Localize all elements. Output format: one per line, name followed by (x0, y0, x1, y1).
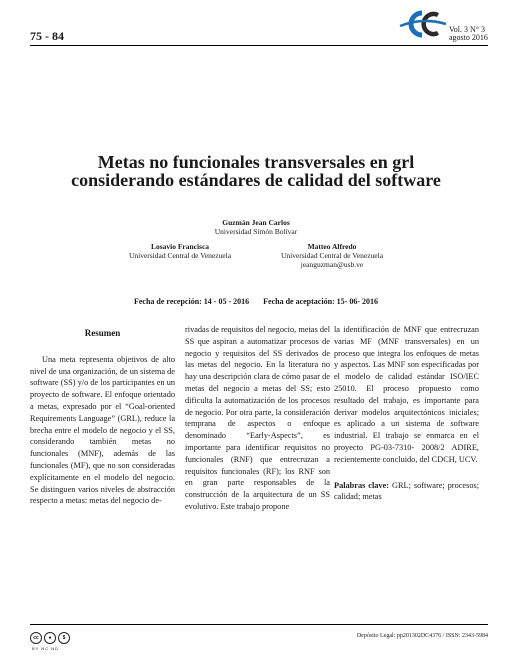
author-name: Guzmán Jean Carlos (222, 218, 290, 227)
abstract-column-3 (334, 324, 479, 503)
author-affiliation: Universidad Central de Venezuela (128, 251, 232, 260)
author-affiliation: Universidad Simón Bolívar (214, 227, 298, 236)
footer-rule (30, 624, 488, 625)
volume-info (449, 26, 488, 42)
nc-icon: $ (58, 632, 70, 644)
author-name: Matteo Alfredo (307, 242, 357, 251)
license-label: BY NC ND (32, 646, 60, 651)
abstract-heading: Resumen (84, 328, 121, 338)
submission-dates (40, 297, 472, 306)
abstract-column-2 (185, 324, 330, 513)
by-icon: ● (44, 632, 56, 644)
issue-date: agosto 2016 (449, 33, 488, 42)
author-email[interactable]: jeanguzman@usb.ve (300, 260, 364, 269)
title-line-2: considerando estándares de calidad del software (71, 170, 441, 190)
cc-icon: cc (30, 632, 42, 644)
title-line-1: Metas no funcionales transversales en grl (97, 152, 415, 172)
author-block-2 (110, 242, 250, 260)
abstract-text-3: la identificación de MNF que entrecruzan varias MF (MNF transversales) en un proceso que integra los enfoques de metas y aspectos. Las MNF son especificadas por el modelo de calidad estándar ISO/IEC 25010. El proceso propuesto como resultado del trabajo, es importante para derivar modelos arquitectónicos iniciales; es aplicado a un sistema de software industrial. El trabajo se enmarca en el proyecto PG-03-7310- 2008/2 ADIRE, recientemente concluido, del CDCH, UCV. (334, 325, 479, 464)
abstract-column-1 (30, 324, 175, 507)
author-block-3 (262, 242, 402, 269)
accepted-date: Fecha de aceptación: 15- 06- 2016 (263, 297, 379, 306)
abstract-text-1: Una meta representa objetivos de alto nivel de una organización, de un sistema de software (SS) y/o de los participantes en un proyecto de software. El enfoque orientado a metas, expresado por el “Goal-oriented Requirements Language” (GRL), reduce la brecha entre el modelo de negocio y el SS, considerando también metas no funcionales (MNF), además de las funcionales (MF), que no son consideradas explícitamente en el modelo del negocio. Se distinguen varios niveles de abstracción respecto a metas: metas del negocio de- (30, 354, 175, 506)
author-block-1 (156, 218, 356, 236)
article-title (40, 153, 472, 189)
abstract-text-2: rivadas de requisitos del negocio, metas del SS que aspiran a automatizar procesos de negocio y requisitos del SS derivados de las metas del negocio. En la literatura no hay una descripción clara de cómo pasar de metas del negocio a metas del SS; esto dificulta la automatización de los procesos de negocio. Por otra parte, la consideración temprana de aspectos o enfoque denominado “Early-Aspects”, es importante para identificar requisitos no funcionales (RNF) que entrecruzan a requisitos funcionales (RF); los RNF son en gran parte responsables de la construcción de la arquitectura de un SS evolutivo. Este trabajo propone (185, 325, 330, 511)
author-affiliation: Universidad Central de Venezuela (280, 251, 384, 260)
volume-number: Vol. 3 N° 3 (449, 25, 485, 34)
keywords-label: Palabras clave: (334, 480, 390, 490)
creative-commons-badge[interactable] (30, 630, 74, 646)
received-date: Fecha de recepción: 14 - 05 - 2016 (133, 297, 250, 306)
page-range: 75 - 84 (30, 29, 64, 43)
author-name: Losavio Francisca (150, 242, 210, 251)
keywords (334, 480, 479, 504)
journal-logo-icon (398, 9, 448, 39)
keywords-list: GRL; software; procesos; calidad; metas (334, 480, 479, 502)
legal-deposit: Depósito Legal: pp201302DC4376 / ISSN: 2343-5984 (356, 633, 488, 639)
header-rule (30, 45, 488, 46)
